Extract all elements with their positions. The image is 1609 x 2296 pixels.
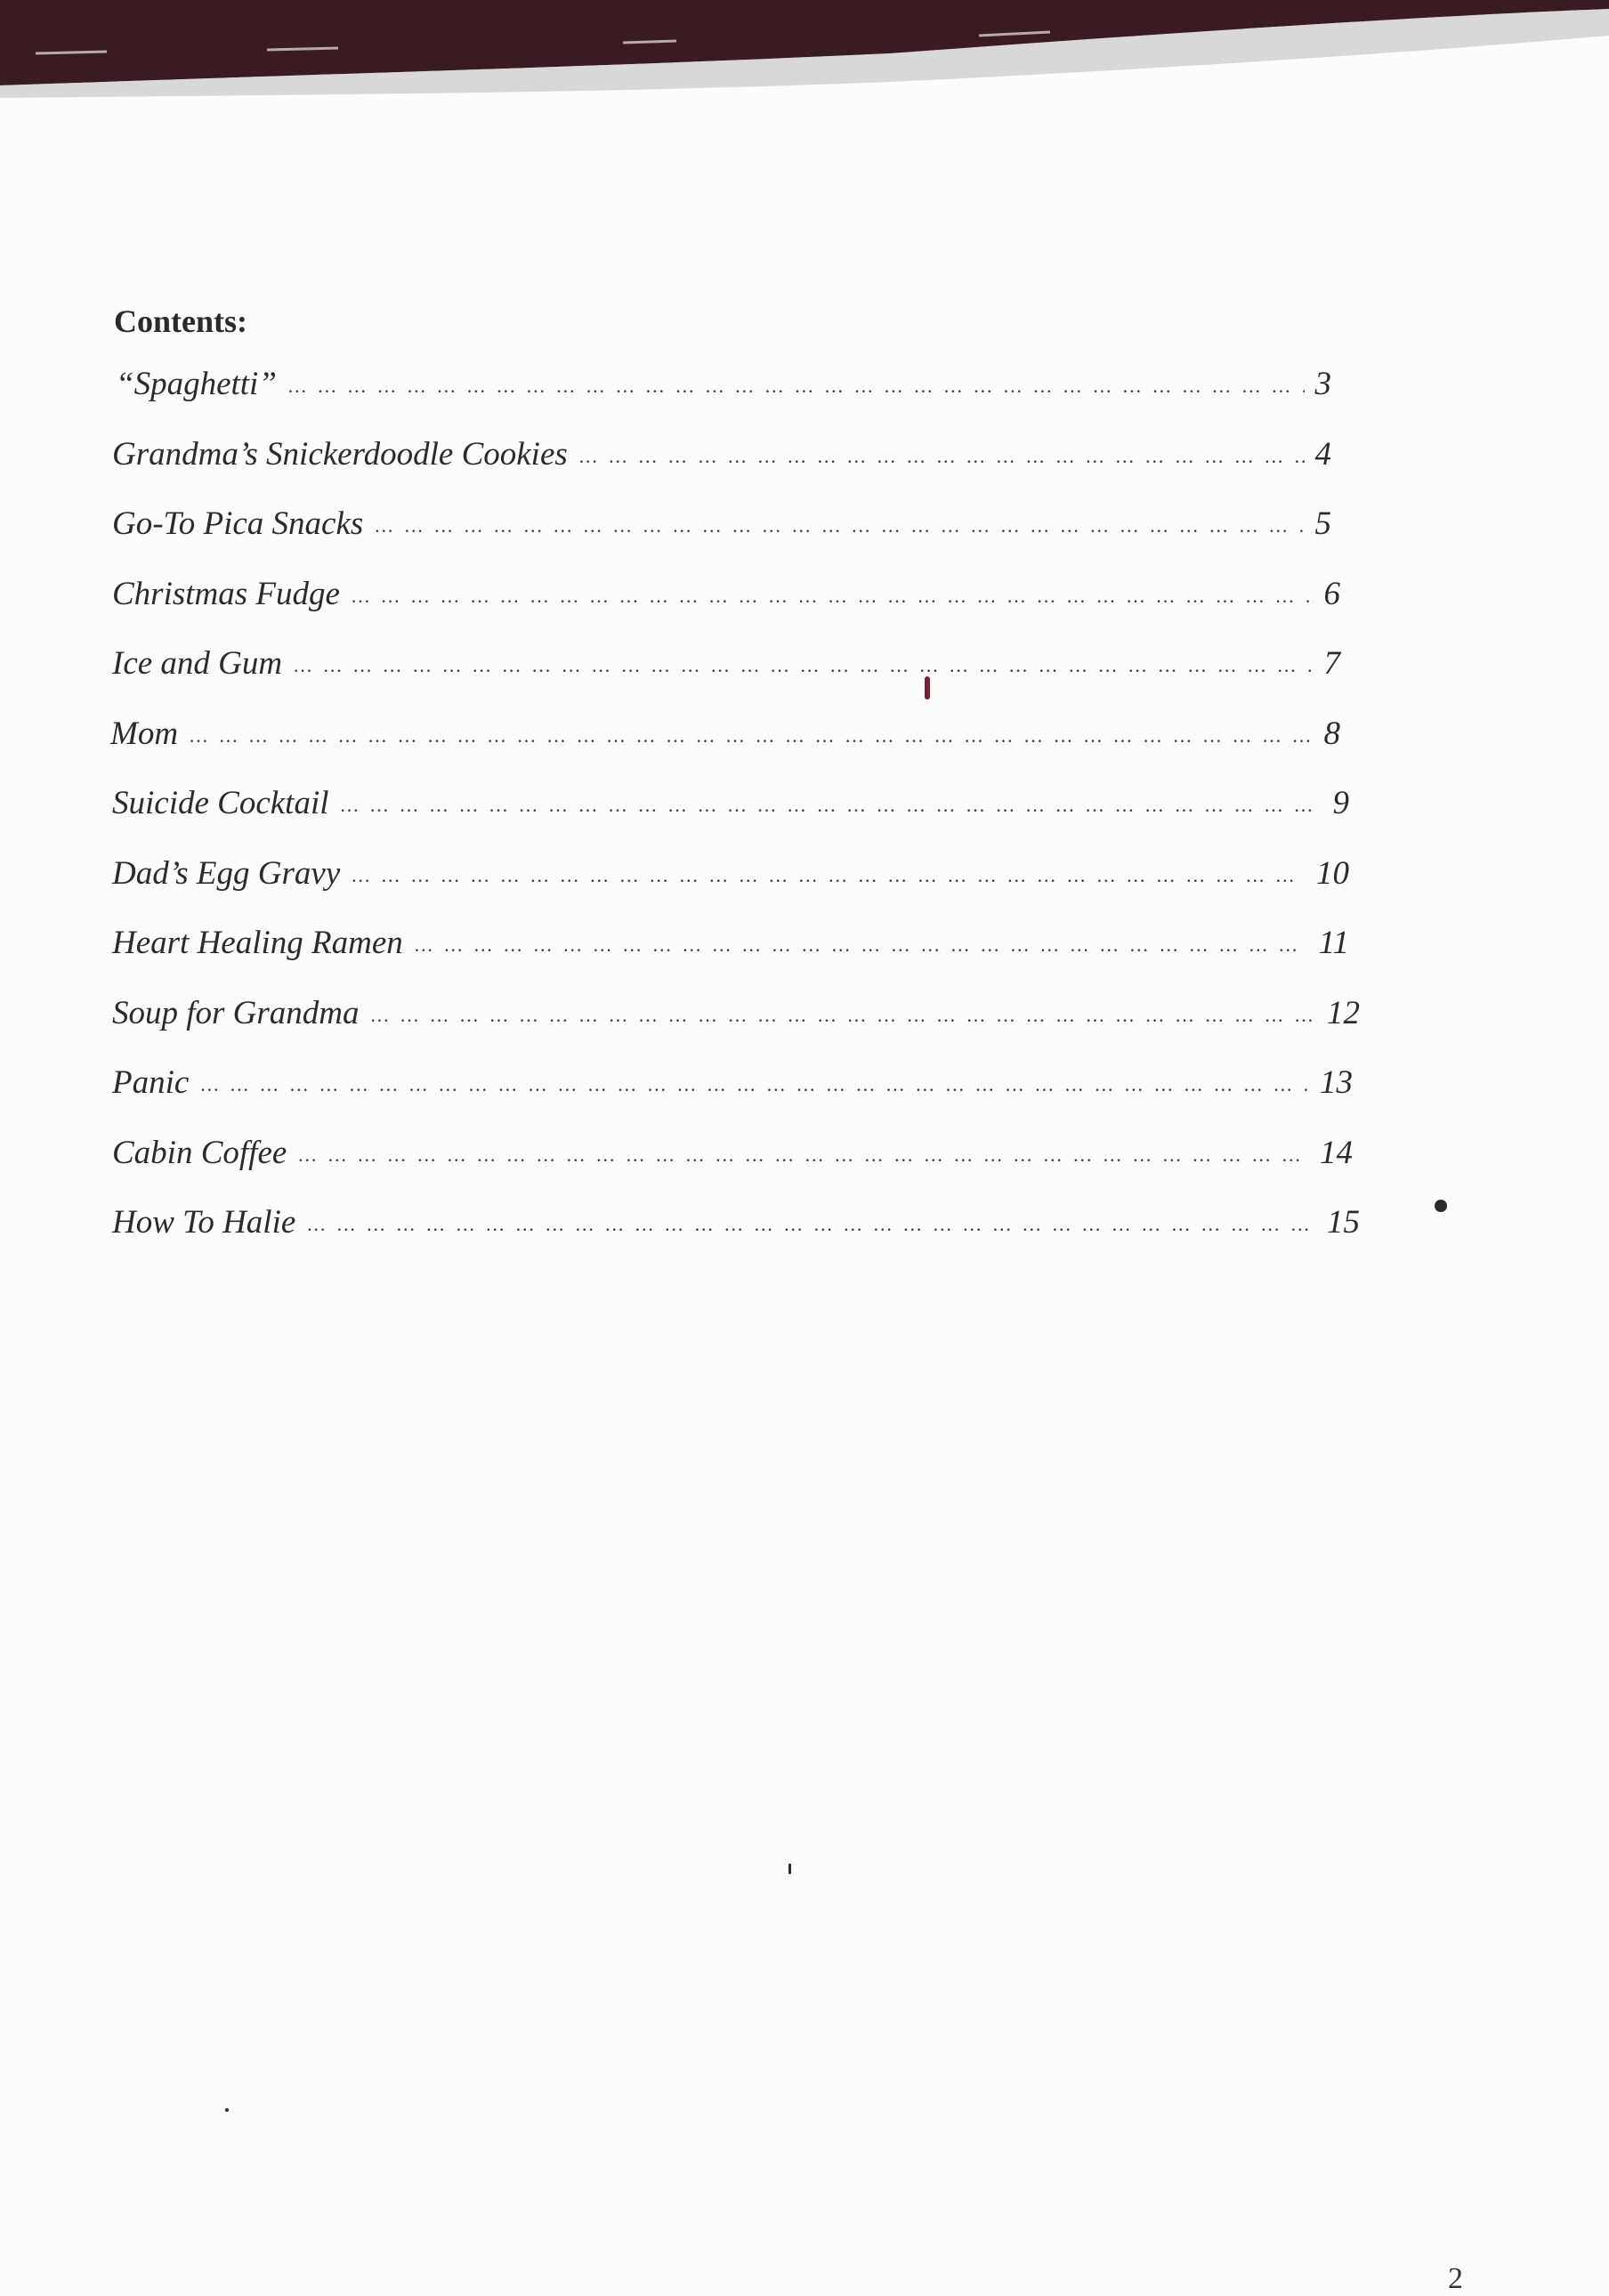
toc-entry-page: 6 (1323, 575, 1340, 612)
ink-speck (1435, 1200, 1447, 1212)
toc-entry-title: Go-To Pica Snacks (112, 505, 364, 542)
toc-entry-page: 8 (1323, 715, 1340, 752)
toc-entry-title: Dad’s Egg Gravy (112, 854, 341, 892)
page-number: 2 (1448, 2262, 1463, 2295)
toc-entry-page: 13 (1320, 1064, 1353, 1101)
table-of-contents (110, 303, 1360, 1273)
toc-entry (112, 1134, 1353, 1204)
dot-leader (351, 585, 1314, 608)
toc-entry-page: 12 (1327, 994, 1360, 1031)
toc-entry-page: 10 (1316, 854, 1349, 892)
toc-entry (112, 575, 1340, 645)
toc-entry-title: “Spaghetti” (116, 366, 277, 402)
toc-entry-title: Suicide Cocktail (112, 785, 329, 821)
toc-entry-title: Heart Healing Ramen (112, 925, 403, 961)
dot-leader (189, 724, 1313, 748)
dot-leader (351, 864, 1306, 887)
toc-entry-page: 4 (1314, 435, 1331, 473)
toc-entry-title: Christmas Fudge (112, 575, 340, 612)
toc-entry-title: Mom (110, 715, 179, 752)
toc-entry-title: Panic (112, 1064, 190, 1101)
ink-speck (788, 1863, 791, 1874)
dot-leader (293, 654, 1313, 677)
dot-leader (306, 1213, 1316, 1236)
toc-entry (112, 994, 1360, 1064)
dot-leader (199, 1073, 1309, 1096)
toc-entry (112, 435, 1340, 505)
toc-entry-page: 11 (1318, 925, 1349, 961)
toc-entry-page: 7 (1323, 645, 1340, 682)
toc-entry-page: 14 (1320, 1134, 1353, 1171)
ink-speck (225, 2108, 229, 2112)
toc-entry (112, 854, 1349, 925)
toc-entry-title: Grandma’s Snickerdoodle Cookies (112, 435, 568, 473)
dot-leader (578, 445, 1305, 468)
toc-entry (112, 924, 1349, 994)
contents-heading: Contents: (114, 303, 247, 339)
toc-entry (112, 784, 1349, 854)
dot-leader (370, 1004, 1316, 1027)
toc-entry (112, 644, 1340, 715)
toc-entry (112, 505, 1340, 575)
toc-entry-page: 9 (1332, 785, 1349, 821)
toc-entry (112, 1063, 1353, 1134)
toc-entry (116, 365, 1340, 435)
dot-leader (297, 1144, 1309, 1167)
toc-entry-title: Ice and Gum (112, 645, 283, 682)
dot-leader (414, 934, 1308, 957)
dot-leader (287, 375, 1305, 398)
toc-entry-title: Soup for Grandma (112, 994, 360, 1031)
toc-entry (112, 1203, 1360, 1273)
toc-entry-title: How To Halie (112, 1204, 296, 1241)
toc-entry (110, 715, 1340, 785)
ink-mark (925, 676, 930, 699)
toc-entry-page: 5 (1314, 505, 1331, 542)
dot-leader (340, 794, 1322, 817)
scanned-cover-edge (0, 0, 1609, 98)
toc-entry-title: Cabin Coffee (112, 1134, 287, 1171)
toc-entry-page: 3 (1314, 366, 1331, 402)
dot-leader (374, 514, 1304, 538)
toc-entry-page: 15 (1327, 1204, 1360, 1241)
